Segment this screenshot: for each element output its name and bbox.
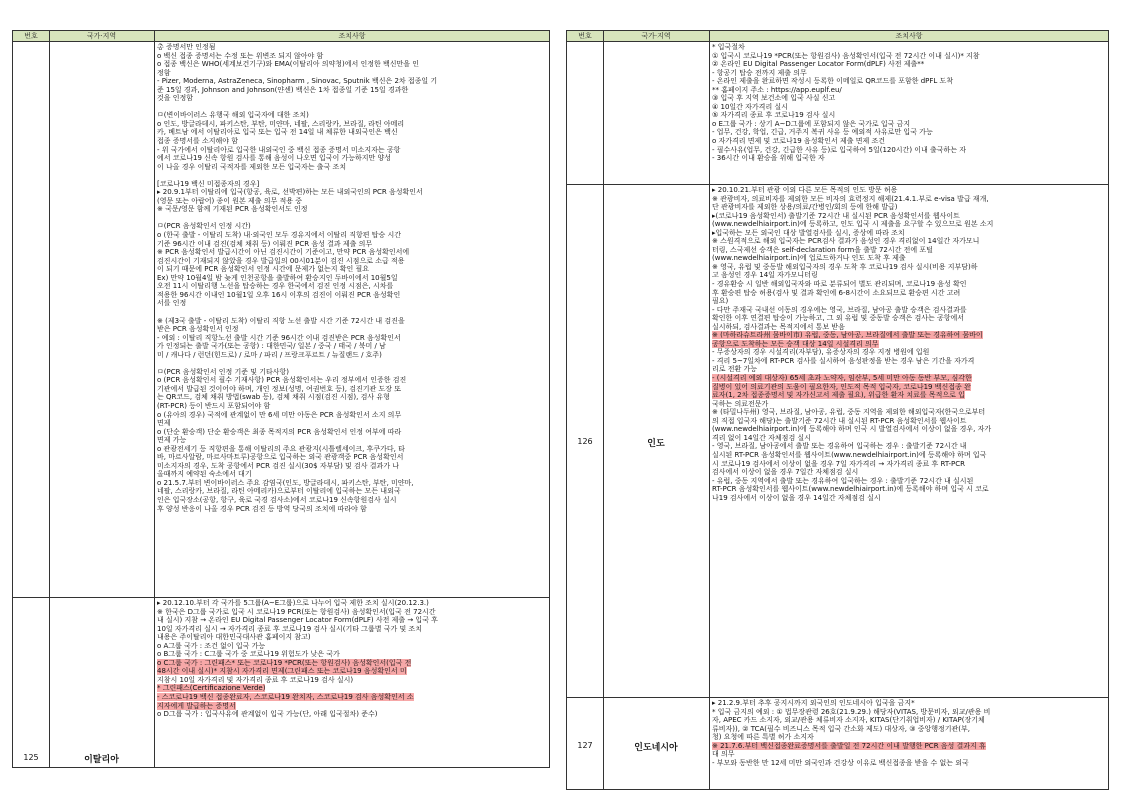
- text-line: 카, 베트남 에서 이탈리아로 입국 또는 입국 전 14일 내 체류한 내외국인은 백신: [157, 128, 398, 137]
- text-line: [157, 103, 549, 112]
- text-line: 기관에서 발급된 것이어야 하며, 개인 정보(성명, 여권번호 등), 검진기관 도장 또: [157, 384, 402, 393]
- text-line: 검사에서 이상이 없을 경우 7일간 자체점검 실시: [712, 468, 859, 477]
- text-line: - 유럽, 중동 지역에서 출발 또는 경유하여 입국하는 경우 : 출발기준 72시간 내 실시된: [712, 476, 974, 485]
- row-number-127: 127: [577, 741, 593, 750]
- text-line: 의 직접 입국자 해당)는 출발기준 72시간 내 실시된 RT-PCR 음성확인서를 웹사이트: [712, 416, 967, 425]
- text-line: [157, 214, 549, 223]
- text-line: [코로나19 백신 미접종자의 경우]: [157, 179, 260, 188]
- text-line: 네팔, 스리랑카, 브라질, 라틴 아메리카)으로부터 이탈리에 입국하는 모든 내외국: [157, 487, 401, 496]
- measures-continued: [157, 43, 549, 595]
- text-line: 오전 11시 이탈리행 노선을 탑승하는 경우 한국에서 검진 인정 시점은, 시차를: [157, 282, 394, 291]
- text-line: - Pizer, Moderna, AstraZeneca, Sinopharm , Sinovac, Sputnik 백신은 2차 접종일 기: [157, 77, 438, 86]
- text-line: o 접종 백신은 WHO(세계보건기구)와 EMA(이탈리아 의약청)에서 인정한 백신만을 인: [157, 60, 420, 69]
- text-line: 질병이 있어 의료기관의 도움이 필요한자, 인도적 목적 입국자, 코로나19 백신접종 완: [712, 382, 971, 391]
- text-line: - 무증상자의 경우 시설격리(자부담), 유증상자의 경우 지정 병원에 입원: [712, 348, 930, 357]
- text-line: * 입국 금지의 예외 : ① 법무장관령 26호(21.9.29.) 해당자(VITAS, 방문비자, 외교/관용 비: [712, 707, 991, 716]
- text-line: 류비자)), ② TCA(필수 비즈니스 목적 입국 간소화 제도) 대상자, ③ 중앙행정기관(부,: [712, 724, 971, 733]
- text-line: ㅁ(PCR 음성확인서 인정 기준 및 기타사항): [157, 367, 289, 376]
- measures-continued: [712, 43, 1108, 183]
- text-line: (www.newdelhiairport.in)에 등록해야 하며 인국 시 발열검사에서 이상이 없을 경우, 자가: [712, 425, 992, 434]
- text-line: 고 음성인 경우 14일 자가모니터링: [712, 271, 818, 280]
- text-line: RT-PCR 음성확인서를 웹사이트(www.newdelhiairport.in)에 등록해야 하며 입국 시 코로: [712, 485, 989, 494]
- right-table: [566, 30, 1109, 790]
- text-line: ⑤ 자가격리 종료 후 코로나19 검사 실시: [712, 111, 836, 120]
- row-number-126: 126: [577, 437, 593, 446]
- text-line: ※ 관광비자, 의료비자를 제외한 모든 비자의 효력정지 해제(21.4.1.부로 e-visa 발급 재개,: [712, 194, 989, 203]
- text-line: [157, 308, 549, 317]
- header-number: 번호: [24, 32, 38, 40]
- text-line: o 자가격리 면제 및 코로나19 음성확인서 제출 면제 조건: [712, 137, 885, 146]
- text-line: 실시된 RT-PCR 음성확인서를 웹사이트(www.newdelhiairport.in)에 등록해야 하며 입국: [712, 450, 987, 459]
- measures-indonesia: [712, 699, 1108, 789]
- text-line: ** 홈페이지 주소 : https://app.euplf.eu/: [712, 85, 842, 94]
- text-line: 자, APEC 카드 소지자, 외교/관용 체류비자 소지자, KITAS(단기취업비자) / KITAP(장기체: [712, 716, 985, 725]
- text-line: 는 QR코드, 검체 채취 방법(swab 등), 검체 채취 시점(검진 시점), 검사 유형: [157, 393, 390, 402]
- table-header: [567, 31, 1108, 42]
- text-line: o 인도, 방글라데시, 파키스탄, 부탄, 미얀마, 네팔, 스리랑카, 브라질, 라틴 아메리: [157, 119, 405, 128]
- text-line: 총 증명서만 인정됨: [157, 43, 216, 51]
- text-line: 확인한 이후 연결편 탑승이 가능하고, 그 외 유럽 및 중동발 승객은 검사는 공항에서: [712, 314, 965, 323]
- text-line: ※ PCR 음성확인서 발급시간이 아닌 검진시간이 기준이고, 만약 PCR 음성확인서에: [157, 248, 410, 257]
- text-line: 10일 자가격리 실시 → 자가격리 종료 후 코로나19 검사 실시(기타 그룹별 국가 및 조치: [157, 624, 422, 633]
- country-italy: 이탈리아: [84, 755, 119, 765]
- text-line: o 백신 접종 증명서는 수정 또는 위변조 되지 않아야 함: [157, 51, 324, 60]
- text-line: o (한국 출발 - 이탈리 도착) 내·외국인 모두 경유지에서 이탈리 직항편 탑승 시간: [157, 231, 402, 240]
- text-line: - 항공기 탑승 전까지 제출 의무: [712, 68, 807, 77]
- text-line: ▸ 21.2.9.부터 추후 공지시까지 외국인의 인도네시아 입국을 금지*: [712, 699, 915, 707]
- text-line: 필요): [712, 297, 729, 306]
- header-number: 번호: [578, 32, 592, 40]
- text-line: o D그룹 국가 : 입국사유에 관계없이 입국 가능(단, 아래 입국절차) 준수): [157, 710, 378, 719]
- text-line: - 부모와 동반한 만 12세 미만 외국인과 건강상 이유로 백신접종을 받을 수 없는 외국: [712, 758, 969, 767]
- text-line: 면제 가능: [157, 436, 187, 445]
- text-line: 청) 요청에 따른 특별 허가 소지자: [712, 733, 814, 742]
- text-line: 이 나올 경우 이탈리 국적자를 제외한 모든 입국자는 출국 조치: [157, 162, 347, 171]
- text-line: 내용은 주이탈리아 대한민국대사관 홈페이지 참고): [157, 633, 311, 642]
- text-line: o C그룹 국가 : 그린패스* 또는 코로나19 *PCR(또는 항원검사) 음성확인서(입국 전: [157, 658, 412, 667]
- text-line: ③ 입국 후 지역 보건소에 입국 사실 신고: [712, 94, 836, 103]
- text-line: - 영국, 브라질, 남아공에서 출발 또는 경유하여 입국하는 경우 : 출발기준 72시간 내: [712, 442, 967, 451]
- text-line: o A그룹 국가 : 조건 없이 입국 가능: [157, 641, 266, 650]
- text-line: ▸ 20.10.21.부터 관광 이외 다른 모든 목적의 인도 방문 허용: [712, 186, 898, 194]
- text-line: ※ 한국은 D그룹 국가로 입국 시 코로나19 PCR(또는 항원검사) 음성확인서(입국 전 72시간: [157, 607, 436, 616]
- text-line: - 스코로나19 백신 접종완료자, 스코로나19 완치자, 스코로나19 검사 음성확인서 소: [157, 693, 414, 702]
- text-line: 리로 전환 가능: [712, 365, 758, 374]
- country-india: 인도: [647, 439, 665, 449]
- text-line: 미 / 캐나다 / 런던(힌드로) / 로마 / 파리 / 프랑크푸르트 / 뉴질랜드 / 호주): [157, 350, 382, 359]
- text-line: 면제: [157, 419, 171, 428]
- text-line: Ex) 만약 10월4일 밤 늦게 인천공항을 출발하여 환승지인 두바이에서 10월5일: [157, 273, 398, 282]
- left-table: [12, 30, 550, 768]
- text-line: - 36시간 이내 환승을 위해 입국한 자: [712, 154, 825, 163]
- header-measures: 조치사항: [895, 32, 923, 40]
- text-line: 나19 검사에서 이상이 없을 경우 14일간 자체점검 실시: [712, 493, 881, 502]
- text-line: 검진시간이 기재되지 않았을 경우 발급일의 00시01분이 검진 시점으로 소급 적용: [157, 256, 405, 265]
- text-line: ▸ 20.9.1부터 이탈리에 입국(항공, 육로, 선박편)하는 모든 내외국인의 PCR 음성확인서: [157, 188, 423, 197]
- text-line: ▸입국하는 모든 외국인 대상 발열검사를 실시, 증상에 따라 조치: [712, 228, 905, 237]
- text-line: 정함: [157, 68, 171, 77]
- text-line: 후 양성 반응이 나올 경우 PCR 검진 등 방역 당국의 조치에 따라야 함: [157, 504, 367, 513]
- text-line: 공항으로 도착하는 모든 승객 대상 14일 시설격리 의무: [712, 339, 879, 348]
- country-indonesia: 인도네시아: [634, 743, 678, 753]
- text-line: 가 인정되는 출발 국가(또는 공항) : 대한민국/ 일본 / 중국 / 태국 / 북미 / 남: [157, 342, 386, 351]
- text-line: 실시하되, 검사결과는 목적지에서 통보 받음: [712, 322, 845, 331]
- text-line: - 예외 : 이탈리 직항노선 출발 시간 기준 96시간 이내 검진받은 PCR 음성확인서: [157, 333, 401, 342]
- text-line: - 위 국가에서 이탈리아로 입국한 내외국인 중 백신 접종 증명서 미소지자는 공항: [157, 145, 401, 154]
- text-line: ② 온라인 EU Digital Passenger Locator Form(dPLF) 사전 제출**: [712, 60, 925, 69]
- text-line: ※ 스원격적으로 해외 입국자는 PCR검사 결과가 음성인 경우 격리없이 14일간 자가모니: [712, 237, 980, 246]
- text-line: 터링, 스국제선 승객은 self-declaration form을 출발 72시간 전에 포털: [712, 245, 933, 254]
- text-line: ① 입국시 코로나19 *PCR(또는 항원검사) 음성확인서(입국 전 72시간 이내 실시)* 지참: [712, 51, 980, 60]
- text-line: - 업무, 건강, 학업, 긴급, 거주지 복귀 사유 등 예외적 사유로만 입국 가능: [712, 128, 933, 137]
- text-line: 48시간 이내 실시)* 지참시 자가격리 면제(그린패스 또는 코로나19 음성확인서 미: [157, 667, 407, 676]
- text-line: 지참시 10일 자가격리 및 자가격리 종료 후 코로나19 검사 실시): [157, 675, 354, 684]
- header-country: 국가·지역: [641, 32, 671, 40]
- text-line: ※ 영국, 유럽 및 중동발 해외입국자의 경우 도착 후 코로나19 검사 실시(비용 지부담)하: [712, 262, 978, 271]
- text-line: ▸ 20.12.10.부터 각 국가를 5그룹(A~E그룹)으로 나누어 입국 제한 조치 실시(20.12.3.): [157, 599, 429, 607]
- header-measures: 조치사항: [338, 32, 366, 40]
- text-line: 접종 증명서를 소지해야 함: [157, 137, 239, 146]
- text-line: 준 15일 경과, Johnson and Johnson(얀센) 백신은 1차 접종일 기준 15일 경과한: [157, 85, 409, 94]
- text-line: (영문 또는 아랍어) 종이 원본 제출 의무 적용 중: [157, 196, 302, 205]
- text-line: 인은 입국장소(공항, 항구, 육로 국경 검사소)에서 코로나19 신속항원검사 실시: [157, 495, 397, 504]
- text-line: 적용한 96시간 이내인 10월1일 오후 16시 이후의 검진이 이뤄진 PCR 음성확인: [157, 290, 401, 299]
- text-line: 기준 96시간 이내 검진(검체 채취 등) 이뤄진 PCR 음성 결과 제출 의무: [157, 239, 373, 248]
- text-line: (RT-PCR) 등이 반드시 포함되어야 함: [157, 401, 271, 410]
- text-line: 올때까지 예약된 숙소에서 대기: [157, 470, 252, 479]
- text-line: 대 의무: [712, 750, 735, 759]
- text-line: o (유아의 경우) 국적에 관계없이 만 6세 미만 아동은 PCR 음성확인서 소지 의무: [157, 410, 402, 419]
- text-line: - (시설격리 예외 대상자) 65세 초과 노약자, 임산부, 5세 미만 아동 동반 부모, 심각한: [712, 374, 972, 383]
- text-line: - 온라인 제출을 완료하면 작성시 등록한 이메일로 QR코드를 포함한 dPFL 도착: [712, 77, 954, 86]
- text-line: ※ 21.7.6.부터 백신접종완료증명서를 출발일 전 72시간 이내 발행한 PCR 음성 결과지 휴: [712, 741, 986, 750]
- text-line: 것을 인정함: [157, 94, 194, 103]
- text-line: 에서 코로나19 신속 항원 검사를 통해 음성이 나오면 입국이 가능하지만 양성: [157, 154, 392, 163]
- text-line: [157, 171, 549, 180]
- text-line: ▸(코로나19 음성확인서) 출발기준 72시간 내 실시된 PCR 음성확인서를 웹사이트: [712, 211, 960, 220]
- text-line: o (단순 환승객) 단순 환승객은 최종 목적지의 PCR 음성확인서 인정 여부에 따라: [157, 427, 402, 436]
- text-line: 시 코로나19 검사에서 이상이 없을 경우 7일 자가격리 → 자가격리 종료 후 RT-PCR: [712, 459, 965, 468]
- text-line: 서를 인정: [157, 299, 187, 308]
- text-line: ㅁ(PCR 음성확인서 인정 시간): [157, 222, 251, 231]
- text-line: 미소지자의 경우, 도착 공항에서 PCR 검진 실시(30$ 자부담) 및 검사 결과가 나: [157, 461, 400, 470]
- text-line: ※ 국문/영문 함께 기재된 PCR 음성확인서도 인정: [157, 205, 308, 214]
- text-line: 료자(1, 2차 접종증명서 및 자가신고서 제출 필요), 위급한 환자 치료를 목적으로 입: [712, 391, 965, 400]
- row-number-125: 125: [23, 753, 39, 762]
- text-line: ④ 10일간 자가격리 실시: [712, 102, 788, 111]
- text-line: - 경유환승 시 일반 해외입국자와 따로 분류되어 별도 관리되며, 코로나19 음성 확인: [712, 280, 967, 289]
- text-line: o 관광전세기 등 직항편을 통해 이탈리의 주요 관광지(시틀렐세이크, 후쿠가다, 타: [157, 444, 405, 453]
- measures-italy: [157, 599, 549, 767]
- text-line: ※ (타밀나두州) 영국, 브라질, 남아공, 유럽, 중동 지역을 제외한 해외입국자(한국으로부터: [712, 408, 986, 417]
- text-line: * 입국절차: [712, 43, 745, 51]
- text-line: - 다만 주재국 국내선 이동의 경우에는 영국, 브라질, 남아공 출발 승객은 검사결과를: [712, 305, 967, 314]
- text-line: - 필수사유(업무, 건강, 긴급한 사유 등)로 입국하여 5일(120시간) 이내 출국하는 자: [712, 145, 967, 154]
- text-line: 단 관광비자를 제외한 상용/의료/간병인/회의 등에 한해 발급): [712, 203, 898, 212]
- text-line: 후 환승편 탑승 허용(검사 및 결과 확인에 6-8시간이 소요되므로 환승편 시간 고려: [712, 288, 961, 297]
- text-line: 바, 마르사알람, 마르사마트루)공항으로 입국하는 외국 관광객중 PCR 음성확인서: [157, 453, 404, 462]
- table-header: [13, 31, 549, 42]
- text-line: ㅁ(변이바이러스 유행국 해외 입국자에 대한 조치): [157, 111, 309, 120]
- text-line: o (PCR 음성확인서 필수 기재사항) PCR 음성확인서는 우리 정부에서 인증한 검진: [157, 376, 407, 385]
- text-line: [157, 359, 549, 368]
- measures-india: [712, 186, 1108, 696]
- text-line: * 그린패스(Certificazione Verde): [157, 684, 266, 693]
- text-line: 격리 없이 14일간 자체점검 실시: [712, 433, 811, 442]
- text-line: 국하는 의료전문가: [712, 399, 769, 408]
- text-line: o 21.5.7.부터 변이바이러스 주요 감염국(인도, 방글라데시, 파키스탄, 부탄, 미얀마,: [157, 478, 414, 487]
- text-line: ※ (마하라슈트라州 뭄바이市) 유럽, 중동, 남아공, 브라질에서 출발 또는 경유하여 뭄바이: [712, 331, 983, 340]
- text-line: (www.newdelhiairport.in)에 등록하고, 인도 입국 시 제출을 요구할 수 있으므로 원본 소지: [712, 220, 994, 229]
- text-line: 지자에게 발급하는 증명서: [157, 701, 236, 710]
- header-country: 국가·지역: [86, 32, 117, 40]
- text-line: ※ (제3국 출발 - 이탈리 도착) 이탈리 직항 노선 출발 시간 기준 72시간 내 검진을: [157, 316, 405, 325]
- text-line: o E그룹 국가 : 상기 A~D그룹에 포함되지 않은 국가로 입국 금지: [712, 119, 911, 128]
- text-line: - 격리 5~7일차에 RT-PCR 검사를 실시하여 음성판정을 받는 경우 남은 기간을 자가격: [712, 356, 975, 365]
- text-line: 받은 PCR 음성확인서 인정: [157, 325, 239, 334]
- text-line: 내 실시) 지참 → 온라인 EU Digital Passenger Locator Form(dPLF) 사전 제출 → 입국 후: [157, 616, 438, 625]
- text-line: o B그룹 국가 : C그룹 국가 중 코로나19 위험도가 낮은 국가: [157, 650, 340, 659]
- text-line: 이 되기 때문에 PCR 음성확인서 인정 시간에 문제가 없는지 확인 필요: [157, 265, 370, 274]
- text-line: (www.newdelhiairport.in)에 업로드하거나 인도 도착 후 제출: [712, 254, 906, 263]
